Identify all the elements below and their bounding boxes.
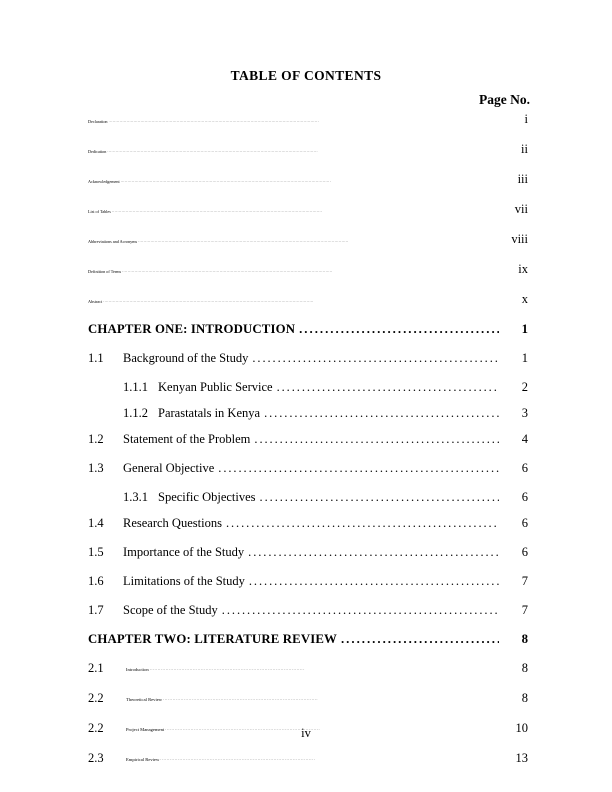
toc-entry-label: Abstract (88, 299, 103, 304)
toc-entry-number: 1.4 (88, 516, 104, 530)
toc-entry-2-3[interactable] (88, 751, 528, 781)
dot-leader (299, 322, 499, 337)
toc-entry-number: 1.3 (88, 461, 104, 475)
toc-entry-label: Dedication (88, 149, 107, 154)
toc-entry-page: 8 (521, 661, 528, 675)
toc-entry-1-3[interactable] (88, 461, 528, 490)
dot-leader (112, 208, 485, 213)
toc-entry-number: 2.2 (88, 721, 104, 735)
dot-leader (218, 461, 499, 476)
toc-entry-1-7[interactable] (88, 603, 528, 632)
toc-entry-number: 1.1 (88, 351, 104, 365)
toc-entry-page: 6 (521, 516, 528, 530)
toc-entry-label: Definition of Terms (88, 269, 122, 274)
dot-leader (254, 432, 499, 447)
toc-entry-page: 6 (521, 545, 528, 559)
dot-leader (277, 380, 499, 395)
toc-entry-number: 1.1.2 (123, 406, 148, 420)
toc-entry-list-of-tables[interactable] (88, 202, 528, 232)
toc-entry-page: 8 (521, 691, 528, 705)
toc-entry-label: Specific Objectives (158, 490, 256, 504)
toc-entry-abbreviations-and-acronyms[interactable] (88, 232, 528, 262)
toc-entry-page: i (524, 112, 528, 126)
toc-entry-label: Parastatals in Kenya (158, 406, 261, 420)
toc-entry-1-4[interactable] (88, 516, 528, 545)
toc-entry-page: ix (518, 262, 528, 276)
toc-entry-page: 13 (515, 751, 528, 765)
toc-entry-1-5[interactable] (88, 545, 528, 574)
toc-entry-number: 2.3 (88, 751, 104, 765)
toc-entry-label: Theoretical Review (126, 697, 163, 702)
toc-entry-page: iii (517, 172, 528, 186)
toc-entry-page: 10 (515, 721, 528, 735)
toc-entry-number: 1.3.1 (123, 490, 148, 504)
toc-entry-number: 2.2 (88, 691, 104, 705)
toc-entry-page: 7 (521, 603, 528, 617)
toc-entry-1-1[interactable] (88, 351, 528, 380)
toc-entry-label: CHAPTER ONE: INTRODUCTION (88, 322, 296, 336)
footer-page-number: iv (301, 726, 311, 740)
dot-leader (163, 696, 318, 701)
toc-entry-number: 1.6 (88, 574, 104, 588)
toc-entry-label: Limitations of the Study (123, 574, 245, 588)
toc-entry-1-2[interactable] (88, 432, 528, 461)
dot-leader (252, 351, 499, 366)
toc-entry-number: 2.1 (88, 661, 104, 675)
toc-entry-definition-of-terms[interactable] (88, 262, 528, 292)
toc-entry-label: Kenyan Public Service (158, 380, 273, 394)
toc-entry-label: List of Tables (88, 209, 111, 214)
toc-entry-2-1[interactable] (88, 661, 528, 691)
dot-leader (107, 148, 485, 153)
toc-entry-page: 8 (521, 632, 528, 646)
dot-leader (226, 516, 499, 531)
dot-leader (249, 574, 499, 589)
toc-entry-label: Abbreviations and Acronyms (88, 239, 138, 244)
toc-entry-label: Declaration (88, 119, 108, 124)
toc-entry-page: ii (521, 142, 528, 156)
toc-entry-1-6[interactable] (88, 574, 528, 603)
dot-leader (160, 756, 315, 761)
table-of-contents (88, 112, 528, 781)
toc-entry-page: 4 (521, 432, 528, 446)
page-title: TABLE OF CONTENTS (230, 68, 382, 83)
toc-entry-abstract[interactable] (88, 292, 528, 322)
dot-leader (264, 406, 499, 421)
toc-entry-page: 1 (521, 322, 528, 336)
dot-leader (109, 118, 485, 123)
toc-entry-label: General Objective (123, 461, 215, 475)
toc-entry-label: Acknowledgement (88, 179, 120, 184)
toc-entry-declaration[interactable] (88, 112, 528, 142)
dot-leader (222, 603, 499, 618)
toc-entry-number: 1.2 (88, 432, 104, 446)
toc-entry-page: vii (514, 202, 528, 216)
toc-entry-dedication[interactable] (88, 142, 528, 172)
toc-entry-1-3-1[interactable] (88, 490, 528, 516)
toc-entry-page: 6 (521, 490, 528, 504)
toc-entry-label: Introduction (126, 667, 149, 672)
toc-heading-chapter-one[interactable] (88, 322, 528, 351)
toc-entry-page: 7 (521, 574, 528, 588)
dot-leader (103, 298, 485, 303)
toc-entry-page: 3 (521, 406, 528, 420)
toc-entry-label: Research Questions (123, 516, 222, 530)
dot-leader (341, 632, 499, 647)
dot-leader (121, 178, 485, 183)
toc-entry-page: 2 (521, 380, 528, 394)
dot-leader (138, 238, 485, 243)
toc-entry-2-2-theoretical-review[interactable] (88, 691, 528, 721)
toc-entry-page: 6 (521, 461, 528, 475)
toc-entry-label: Project Management (126, 727, 165, 732)
toc-entry-1-1-1[interactable] (88, 380, 528, 406)
dot-leader (248, 545, 499, 560)
toc-entry-1-1-2[interactable] (88, 406, 528, 432)
toc-entry-label: CHAPTER TWO: LITERATURE REVIEW (88, 632, 337, 646)
toc-entry-number: 1.1.1 (123, 380, 148, 394)
toc-entry-number: 1.5 (88, 545, 104, 559)
toc-entry-label: Empirical Review (126, 757, 160, 762)
dot-leader (260, 490, 499, 505)
toc-entry-page: 1 (521, 351, 528, 365)
toc-entry-label: Statement of the Problem (123, 432, 251, 446)
page-number-column-header: Page No. (479, 92, 530, 107)
toc-entry-acknowledgement[interactable] (88, 172, 528, 202)
dot-leader (150, 666, 305, 671)
toc-entry-label: Importance of the Study (123, 545, 245, 559)
toc-entry-page: x (521, 292, 528, 306)
toc-entry-page: viii (511, 232, 528, 246)
toc-heading-chapter-two[interactable] (88, 632, 528, 661)
toc-entry-label: Scope of the Study (123, 603, 218, 617)
dot-leader (122, 268, 485, 273)
toc-entry-label: Background of the Study (123, 351, 249, 365)
toc-entry-number: 1.7 (88, 603, 104, 617)
